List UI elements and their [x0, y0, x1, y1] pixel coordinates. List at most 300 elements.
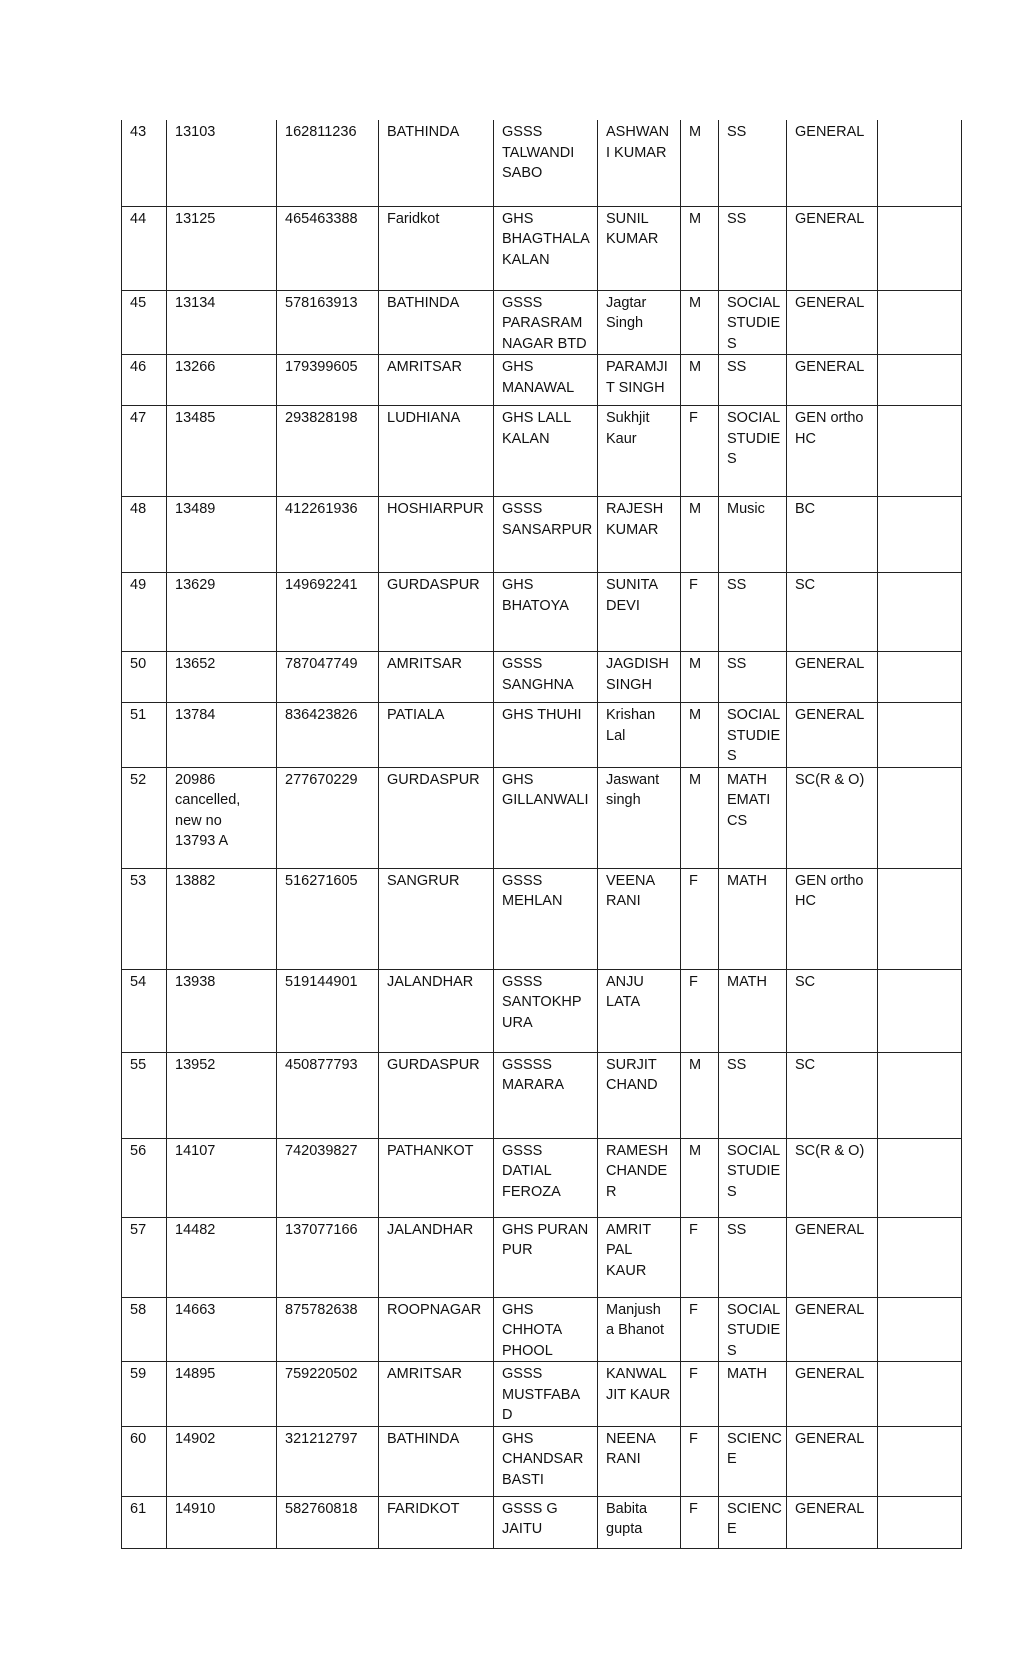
- cell-serial-no: [122, 497, 167, 573]
- cell-text: BATHINDA: [387, 124, 460, 140]
- cell-category: [787, 1496, 878, 1548]
- cell-text: 48: [130, 501, 147, 517]
- cell-school: [494, 290, 598, 355]
- cell-text: Music: [727, 501, 765, 517]
- cell-roll-no: [167, 703, 277, 768]
- cell-text: I KUMAR: [606, 144, 667, 161]
- cell-text: GHS LALL: [502, 410, 572, 426]
- cell-text: ROOPNAGAR: [387, 1301, 482, 1318]
- cell-remarks: [878, 355, 962, 406]
- cell-serial-no: [122, 767, 167, 868]
- cell-roll-no: [167, 1217, 277, 1297]
- cell-subject: [719, 969, 787, 1052]
- cell-gender: [681, 1217, 719, 1297]
- cell-serial-no: [122, 703, 167, 768]
- cell-text: GSSS: [502, 501, 543, 517]
- cell-text: SANGHNA: [502, 676, 574, 693]
- cell-text: PARAMJI: [606, 359, 668, 375]
- cell-text: AMRITSAR: [387, 656, 462, 672]
- cell-text: FEROZA: [502, 1183, 561, 1200]
- cell-text: VEENA: [606, 872, 656, 889]
- cell-text: M: [689, 210, 702, 227]
- cell-gender: [681, 1052, 719, 1138]
- cell-remarks: [878, 969, 962, 1052]
- cell-text: GENERAL: [795, 1221, 865, 1238]
- cell-text: M: [689, 771, 702, 788]
- cell-district: [379, 497, 494, 573]
- cell-text: 13485: [175, 410, 216, 426]
- cell-category: [787, 355, 878, 406]
- cell-text: AMRITSAR: [387, 359, 462, 375]
- cell-text: SCIENC: [727, 1430, 782, 1447]
- cell-text: GENERAL: [795, 1301, 865, 1318]
- cell-text: GENERAL: [795, 294, 865, 311]
- cell-text: ASHWAN: [606, 124, 670, 140]
- cell-roll-no: [167, 868, 277, 969]
- cell-category: [787, 1052, 878, 1138]
- cell-text: MANAWAL: [502, 379, 575, 396]
- cell-text: STUDIE: [727, 430, 781, 447]
- cell-text: GSSS: [502, 973, 543, 990]
- cell-text: GHS: [502, 1430, 534, 1447]
- cell-text: Krishan: [606, 707, 656, 723]
- cell-text: SC: [795, 1056, 816, 1073]
- table-row: [122, 573, 962, 652]
- cell-text: PARASRAM: [502, 315, 583, 331]
- cell-district: [379, 290, 494, 355]
- cell-text: CS: [727, 812, 748, 829]
- cell-text: S: [727, 335, 737, 352]
- cell-text: 787047749: [285, 656, 358, 672]
- cell-school: [494, 1297, 598, 1362]
- cell-text: AMRITSAR: [387, 1366, 462, 1382]
- cell-gender: [681, 406, 719, 497]
- cell-text: KALAN: [502, 430, 550, 447]
- cell-text: HC: [795, 430, 816, 447]
- cell-subject: [719, 573, 787, 652]
- cell-text: 516271605: [285, 872, 358, 889]
- cell-text: JALANDHAR: [387, 1221, 474, 1238]
- cell-serial-no: [122, 1052, 167, 1138]
- cell-text: 50: [130, 656, 147, 672]
- cell-text: LATA: [606, 994, 641, 1010]
- cell-text: SURJIT: [606, 1056, 657, 1073]
- cell-serial-no: [122, 1297, 167, 1362]
- cell-text: GSSS G: [502, 1500, 558, 1517]
- cell-district: [379, 355, 494, 406]
- cell-text: GSSS: [502, 294, 543, 311]
- cell-text: GSSS: [502, 1142, 543, 1159]
- cell-text: 465463388: [285, 210, 358, 227]
- cell-subject: [719, 406, 787, 497]
- cell-remarks: [878, 497, 962, 573]
- cell-text: 13882: [175, 872, 216, 889]
- cell-remarks: [878, 868, 962, 969]
- cell-serial-no: [122, 1426, 167, 1496]
- cell-text: SS: [727, 577, 747, 593]
- cell-text: BHAGTHALA: [502, 231, 590, 247]
- cell-remarks: [878, 767, 962, 868]
- table-row: [122, 406, 962, 497]
- cell-text: F: [689, 973, 698, 990]
- cell-remarks: [878, 206, 962, 290]
- cell-gender: [681, 1496, 719, 1548]
- cell-serial-no: [122, 652, 167, 703]
- cell-text: S: [727, 1342, 737, 1359]
- cell-text: M: [689, 656, 702, 672]
- cell-text: M: [689, 359, 702, 375]
- cell-text: M: [689, 124, 702, 140]
- table-row: [122, 1496, 962, 1548]
- cell-text: GSSS: [502, 1366, 543, 1382]
- cell-text: HOSHIARPUR: [387, 501, 484, 517]
- cell-text: 52: [130, 771, 147, 788]
- cell-roll-no: [167, 120, 277, 206]
- cell-gender: [681, 1426, 719, 1496]
- cell-text: 14895: [175, 1366, 216, 1382]
- cell-text: SINGH: [606, 676, 652, 693]
- cell-district: [379, 120, 494, 206]
- cell-text: NAGAR BTD: [502, 335, 587, 352]
- cell-text: 13784: [175, 707, 216, 723]
- cell-text: GSSS: [502, 656, 543, 672]
- cell-text: MATH: [727, 1366, 768, 1382]
- cell-category: [787, 573, 878, 652]
- cell-subject: [719, 1362, 787, 1427]
- cell-text: MATH: [727, 872, 768, 889]
- cell-text: 13134: [175, 294, 216, 311]
- cell-text: E: [727, 1521, 737, 1537]
- cell-text: SANGRUR: [387, 872, 460, 889]
- cell-text: PUR: [502, 1242, 533, 1258]
- cell-text: gupta: [606, 1521, 643, 1537]
- cell-text: GILLANWALI: [502, 792, 589, 808]
- cell-id-no: [277, 206, 379, 290]
- cell-text: DATIAL: [502, 1163, 552, 1179]
- cell-id-no: [277, 1138, 379, 1217]
- cell-subject: [719, 120, 787, 206]
- cell-text: KALAN: [502, 251, 550, 268]
- cell-category: [787, 1217, 878, 1297]
- cell-text: GSSS: [502, 872, 543, 889]
- table-row: [122, 868, 962, 969]
- cell-text: BATHINDA: [387, 1430, 460, 1447]
- cell-subject: [719, 1138, 787, 1217]
- cell-text: GURDASPUR: [387, 1056, 480, 1073]
- cell-text: Babita: [606, 1500, 648, 1517]
- cell-school: [494, 573, 598, 652]
- cell-text: 47: [130, 410, 147, 426]
- cell-text: F: [689, 872, 698, 889]
- cell-text: RANI: [606, 1451, 641, 1467]
- cell-gender: [681, 1297, 719, 1362]
- cell-text: 14107: [175, 1142, 216, 1159]
- cell-remarks: [878, 1217, 962, 1297]
- cell-text: 412261936: [285, 501, 358, 517]
- table-row: [122, 355, 962, 406]
- cell-id-no: [277, 1426, 379, 1496]
- cell-text: SS: [727, 359, 747, 375]
- cell-id-no: [277, 969, 379, 1052]
- cell-text: SC: [795, 973, 816, 990]
- cell-remarks: [878, 1362, 962, 1427]
- cell-text: Jaswant: [606, 771, 660, 788]
- cell-gender: [681, 1138, 719, 1217]
- cell-remarks: [878, 290, 962, 355]
- cell-gender: [681, 290, 719, 355]
- cell-serial-no: [122, 290, 167, 355]
- cell-teacher-name: [598, 1138, 681, 1217]
- cell-district: [379, 1426, 494, 1496]
- cell-text: SUNITA: [606, 577, 659, 593]
- cell-roll-no: [167, 406, 277, 497]
- cell-text: Faridkot: [387, 210, 440, 227]
- cell-text: STUDIE: [727, 1163, 781, 1179]
- cell-id-no: [277, 767, 379, 868]
- cell-subject: [719, 290, 787, 355]
- cell-teacher-name: [598, 355, 681, 406]
- table-row: [122, 1426, 962, 1496]
- cell-text: F: [689, 1301, 698, 1318]
- cell-text: GENERAL: [795, 1430, 865, 1447]
- cell-remarks: [878, 1426, 962, 1496]
- cell-serial-no: [122, 1217, 167, 1297]
- cell-text: GHS: [502, 771, 534, 788]
- cell-text: singh: [606, 792, 641, 808]
- cell-text: LUDHIANA: [387, 410, 461, 426]
- cell-text: RAMESH: [606, 1142, 669, 1159]
- cell-teacher-name: [598, 406, 681, 497]
- cell-gender: [681, 355, 719, 406]
- cell-text: RAJESH: [606, 501, 664, 517]
- cell-text: 13629: [175, 577, 216, 593]
- cell-subject: [719, 497, 787, 573]
- cell-remarks: [878, 406, 962, 497]
- cell-text: 759220502: [285, 1366, 358, 1382]
- cell-gender: [681, 206, 719, 290]
- cell-teacher-name: [598, 1362, 681, 1427]
- cell-school: [494, 767, 598, 868]
- cell-text: PATHANKOT: [387, 1142, 474, 1159]
- cell-id-no: [277, 868, 379, 969]
- cell-subject: [719, 703, 787, 768]
- cell-text: 179399605: [285, 359, 358, 375]
- cell-text: PATIALA: [387, 707, 445, 723]
- cell-text: GURDASPUR: [387, 771, 480, 788]
- cell-roll-no: [167, 1496, 277, 1548]
- cell-id-no: [277, 1297, 379, 1362]
- cell-text: 51: [130, 707, 147, 723]
- cell-roll-no: [167, 1297, 277, 1362]
- cell-text: JAGDISH: [606, 656, 669, 672]
- cell-text: SOCIAL: [727, 1301, 781, 1318]
- cell-id-no: [277, 1217, 379, 1297]
- cell-text: 58: [130, 1301, 147, 1318]
- cell-text: M: [689, 1056, 702, 1073]
- cell-text: SS: [727, 1221, 747, 1238]
- cell-text: 13652: [175, 656, 216, 672]
- cell-id-no: [277, 290, 379, 355]
- cell-roll-no: [167, 206, 277, 290]
- cell-remarks: [878, 1138, 962, 1217]
- cell-id-no: [277, 703, 379, 768]
- cell-text: FARIDKOT: [387, 1500, 460, 1517]
- cell-text: MATH: [727, 771, 768, 788]
- table-row: [122, 497, 962, 573]
- cell-text: GSSS: [502, 124, 543, 140]
- table-body: [122, 120, 962, 1548]
- cell-text: T SINGH: [606, 379, 665, 396]
- cell-serial-no: [122, 969, 167, 1052]
- cell-text: 14482: [175, 1221, 216, 1238]
- cell-id-no: [277, 1052, 379, 1138]
- cell-gender: [681, 969, 719, 1052]
- cell-teacher-name: [598, 1496, 681, 1548]
- cell-text: AMRIT: [606, 1221, 652, 1238]
- cell-text: 578163913: [285, 294, 358, 311]
- cell-text: SC(R & O): [795, 771, 865, 788]
- cell-id-no: [277, 406, 379, 497]
- cell-text: MARARA: [502, 1077, 565, 1093]
- cell-school: [494, 703, 598, 768]
- cell-school: [494, 206, 598, 290]
- cell-text: SOCIAL: [727, 294, 781, 311]
- cell-text: TALWANDI: [502, 144, 575, 161]
- cell-text: F: [689, 1221, 698, 1238]
- cell-teacher-name: [598, 969, 681, 1052]
- cell-school: [494, 1426, 598, 1496]
- table-row: [122, 120, 962, 206]
- cell-text: GENERAL: [795, 210, 865, 227]
- cell-roll-no: [167, 1426, 277, 1496]
- cell-text: F: [689, 410, 698, 426]
- cell-serial-no: [122, 1496, 167, 1548]
- table-row: [122, 703, 962, 768]
- cell-text: JALANDHAR: [387, 973, 474, 990]
- cell-text: GENERAL: [795, 1366, 865, 1382]
- cell-roll-no: [167, 1052, 277, 1138]
- cell-gender: [681, 703, 719, 768]
- cell-text: 162811236: [285, 124, 357, 140]
- cell-subject: [719, 652, 787, 703]
- cell-school: [494, 868, 598, 969]
- cell-text: R: [606, 1183, 617, 1200]
- cell-text: URA: [502, 1014, 533, 1031]
- cell-subject: [719, 206, 787, 290]
- cell-text: KANWAL: [606, 1366, 667, 1382]
- cell-text: 54: [130, 973, 147, 990]
- cell-district: [379, 703, 494, 768]
- cell-school: [494, 1217, 598, 1297]
- cell-teacher-name: [598, 1217, 681, 1297]
- cell-text: 13938: [175, 973, 216, 990]
- cell-subject: [719, 868, 787, 969]
- cell-text: 13266: [175, 359, 216, 375]
- cell-school: [494, 355, 598, 406]
- cell-text: DEVI: [606, 597, 640, 614]
- cell-text: E: [727, 1451, 737, 1467]
- cell-text: GEN ortho: [795, 410, 864, 426]
- cell-teacher-name: [598, 868, 681, 969]
- cell-text: SS: [727, 124, 747, 140]
- cell-text: SCIENC: [727, 1500, 782, 1517]
- cell-district: [379, 573, 494, 652]
- table-row: [122, 1052, 962, 1138]
- cell-district: [379, 652, 494, 703]
- cell-text: D: [502, 1407, 513, 1423]
- cell-text: Manjush: [606, 1301, 661, 1318]
- cell-text: 45: [130, 294, 147, 311]
- cell-text: 450877793: [285, 1056, 358, 1073]
- cell-category: [787, 206, 878, 290]
- cell-text: 13103: [175, 124, 216, 140]
- cell-category: [787, 767, 878, 868]
- cell-text: 59: [130, 1366, 147, 1382]
- cell-text: GHS: [502, 210, 534, 227]
- cell-serial-no: [122, 1362, 167, 1427]
- cell-category: [787, 969, 878, 1052]
- cell-category: [787, 497, 878, 573]
- cell-roll-no: [167, 767, 277, 868]
- cell-teacher-name: [598, 573, 681, 652]
- cell-category: [787, 290, 878, 355]
- cell-text: F: [689, 577, 698, 593]
- cell-roll-no: [167, 573, 277, 652]
- cell-text: S: [727, 451, 737, 467]
- cell-text: SS: [727, 656, 747, 672]
- cell-text: Singh: [606, 315, 644, 331]
- cell-subject: [719, 1496, 787, 1548]
- cell-gender: [681, 120, 719, 206]
- cell-text: STUDIE: [727, 727, 781, 744]
- cell-text: JAITU: [502, 1521, 543, 1537]
- cell-text: 519144901: [285, 973, 358, 990]
- cell-text: SANSARPUR: [502, 521, 593, 538]
- cell-text: SOCIAL: [727, 410, 781, 426]
- cell-category: [787, 120, 878, 206]
- cell-district: [379, 969, 494, 1052]
- cell-school: [494, 406, 598, 497]
- cell-school: [494, 652, 598, 703]
- cell-school: [494, 1496, 598, 1548]
- cell-category: [787, 1362, 878, 1427]
- cell-text: 149692241: [285, 577, 358, 593]
- cell-text: CHANDSAR: [502, 1451, 584, 1467]
- cell-text: KUMAR: [606, 521, 659, 538]
- cell-text: HC: [795, 893, 816, 909]
- cell-id-no: [277, 1362, 379, 1427]
- cell-teacher-name: [598, 120, 681, 206]
- cell-district: [379, 406, 494, 497]
- cell-text: 742039827: [285, 1142, 358, 1159]
- cell-roll-no: [167, 969, 277, 1052]
- cell-text: 13793 A: [175, 833, 229, 849]
- cell-serial-no: [122, 868, 167, 969]
- cell-text: M: [689, 294, 702, 311]
- cell-text: 321212797: [285, 1430, 358, 1447]
- table-row: [122, 652, 962, 703]
- cell-remarks: [878, 1496, 962, 1548]
- cell-text: SC(R & O): [795, 1142, 865, 1159]
- cell-text: 137077166: [285, 1221, 358, 1238]
- cell-subject: [719, 1217, 787, 1297]
- cell-text: MEHLAN: [502, 893, 563, 909]
- cell-roll-no: [167, 355, 277, 406]
- table-row: [122, 1138, 962, 1217]
- cell-text: EMATI: [727, 792, 771, 808]
- cell-teacher-name: [598, 1297, 681, 1362]
- cell-text: BC: [795, 501, 816, 517]
